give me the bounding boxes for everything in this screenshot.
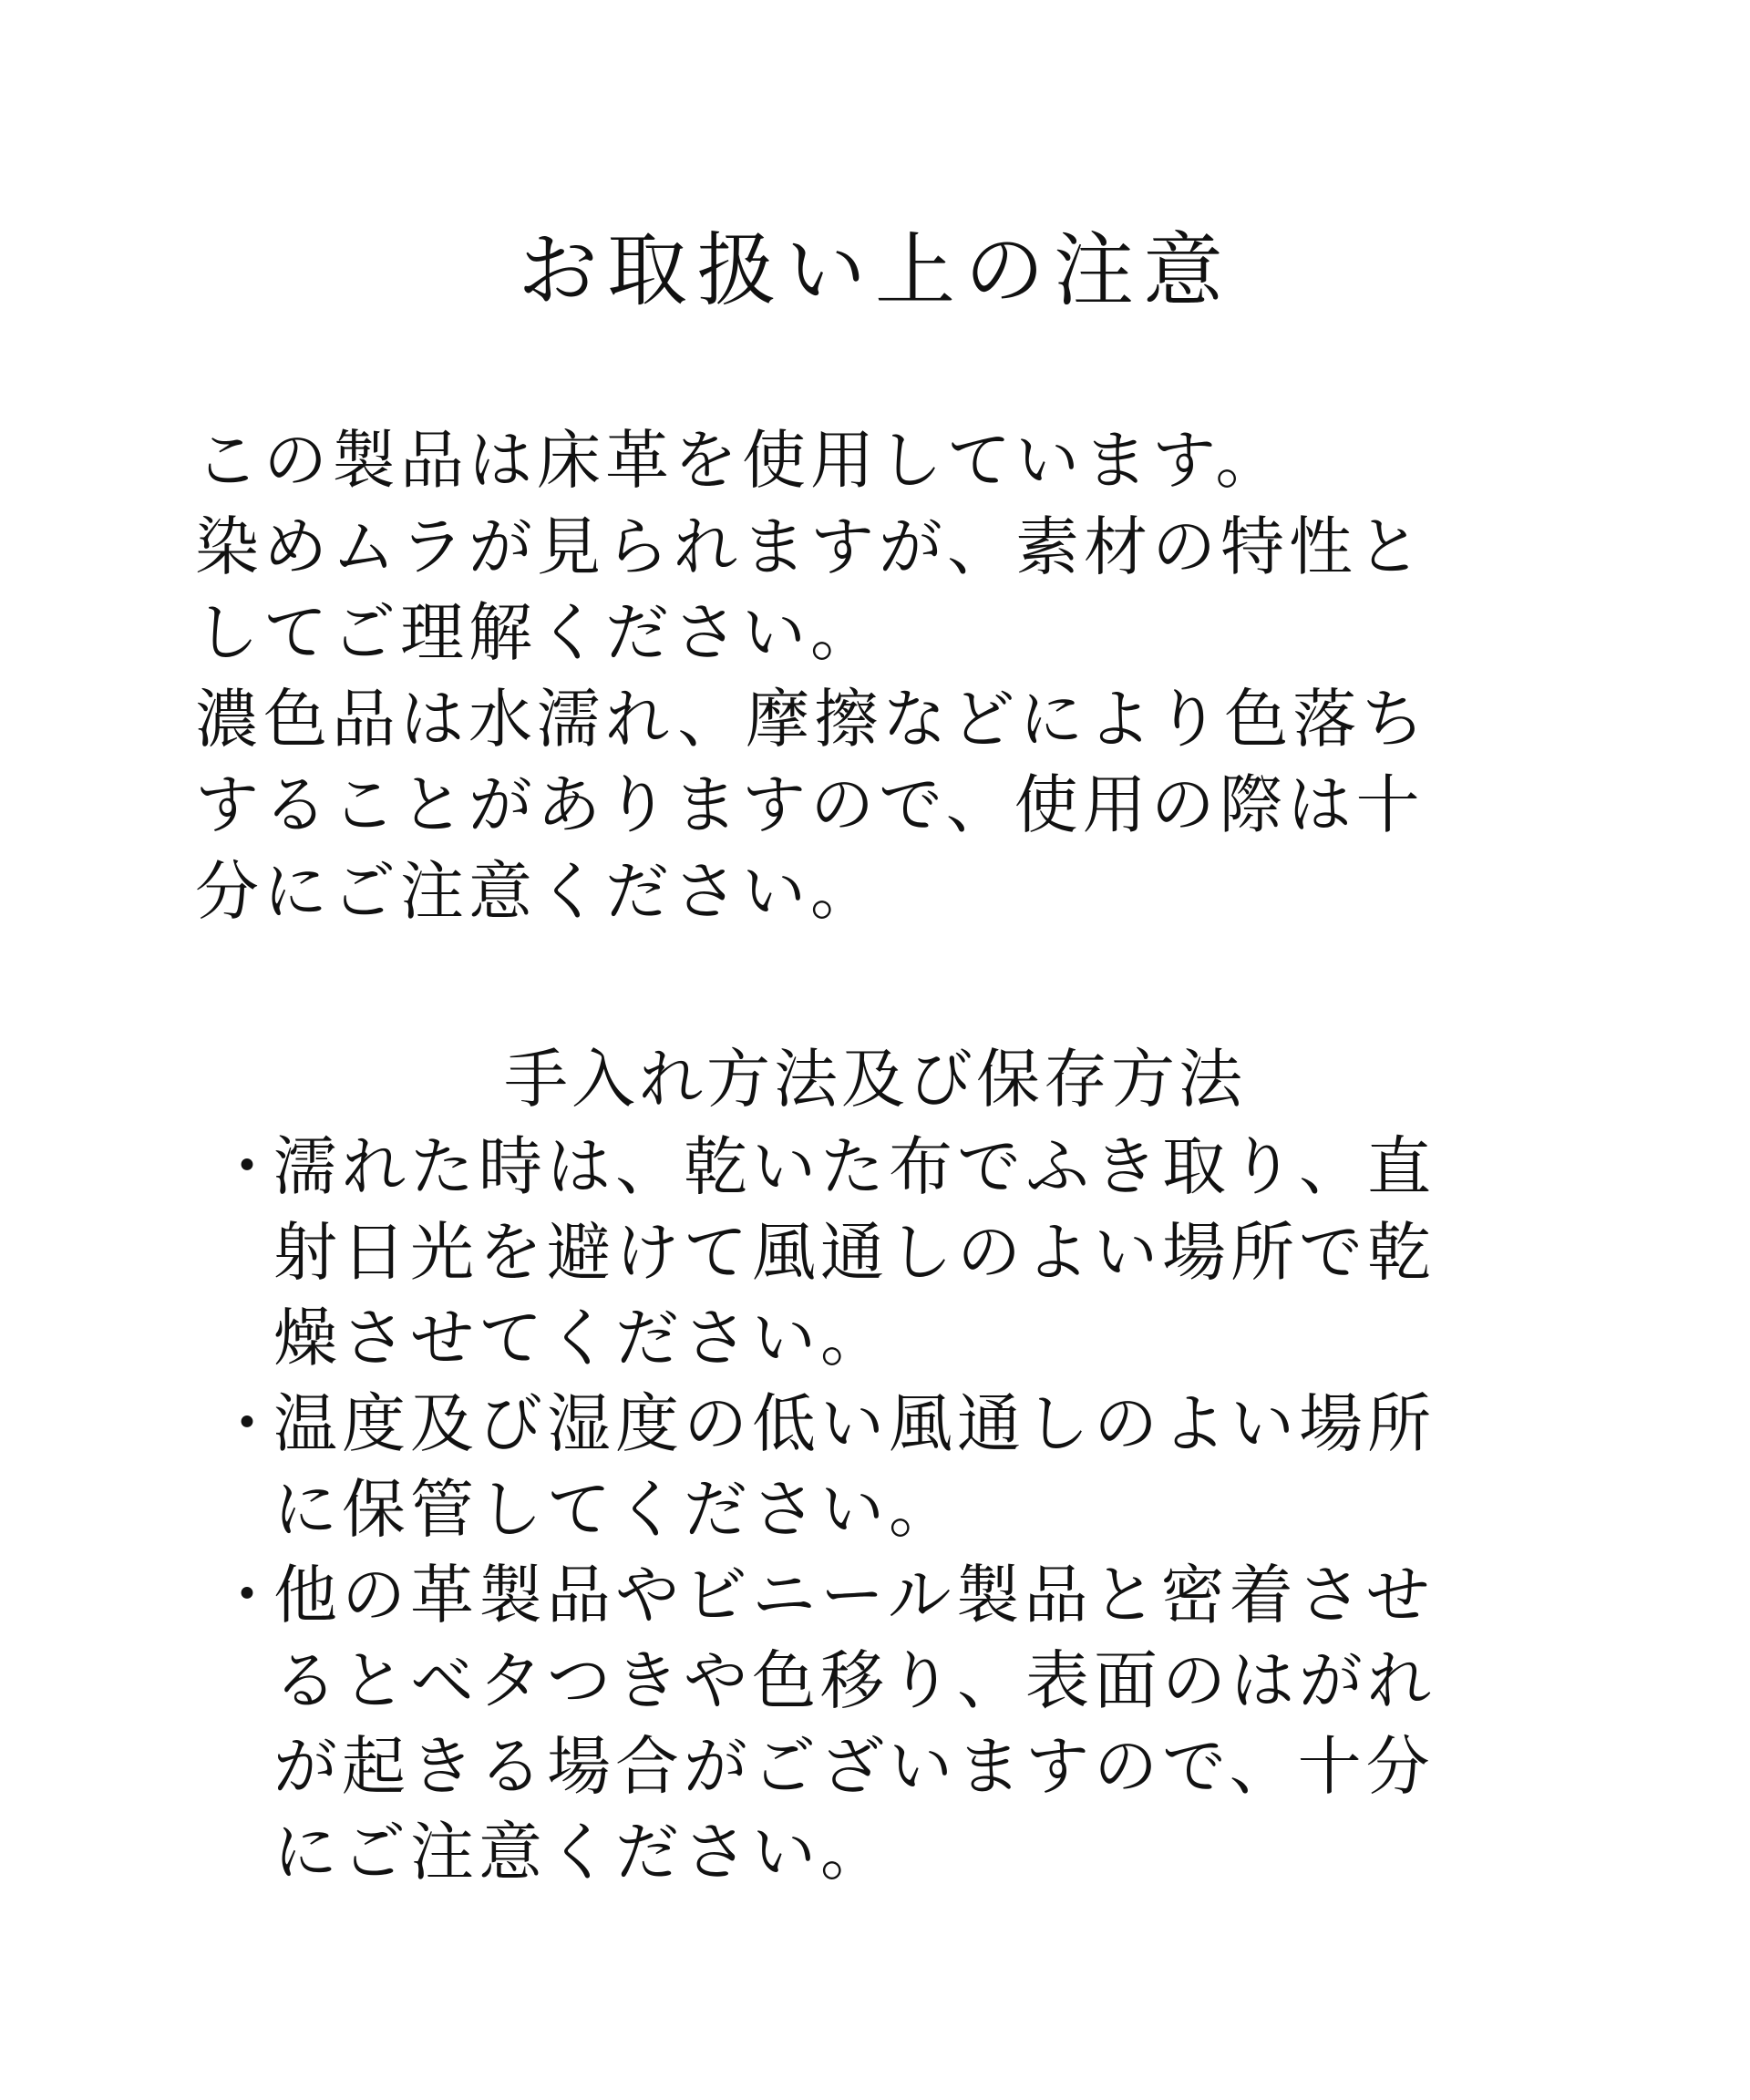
care-line: 他の革製品やビニール製品と密着させ <box>273 1558 1435 1632</box>
care-line: が起きる場合がございますので、十分 <box>273 1729 1435 1804</box>
page-title: お取扱い上の注意 <box>517 223 1232 317</box>
care-line: 温度及び湿度の低い風通しのよい場所 <box>273 1386 1436 1461</box>
care-line: 射日光を避けて風通しのよい場所で乾 <box>273 1215 1436 1290</box>
intro-line: してご理解ください。 <box>195 595 879 670</box>
care-line: るとベタつきや色移り、表面のはがれ <box>273 1643 1436 1718</box>
care-list <box>195 1124 1617 1895</box>
intro-line: この製品は床革を使用しています。 <box>195 423 1284 498</box>
care-line: 燥させてください。 <box>273 1301 889 1375</box>
bullet-icon: ・ <box>215 1129 279 1204</box>
intro-line: 濃色品は水濡れ、摩擦などにより色落ち <box>195 681 1430 757</box>
intro-line: することがありますので、使用の際は十 <box>195 767 1425 842</box>
bullet-icon: ・ <box>215 1386 279 1461</box>
bullet-icon: ・ <box>215 1558 279 1632</box>
care-line: にご注意ください。 <box>273 1815 889 1889</box>
list-item <box>195 1124 1617 1381</box>
list-item <box>195 1381 1617 1552</box>
list-item <box>195 1552 1617 1895</box>
intro-line: 分にご注意ください。 <box>195 853 879 929</box>
care-line: に保管してください。 <box>273 1472 957 1547</box>
care-section-title: 手入れ方法及び保存方法 <box>504 1042 1246 1117</box>
intro-paragraph <box>195 417 1580 934</box>
care-line: 濡れた時は、乾いた布でふき取り、直 <box>273 1129 1436 1204</box>
intro-line: 染めムラが見られますが、素材の特性と <box>195 509 1426 584</box>
